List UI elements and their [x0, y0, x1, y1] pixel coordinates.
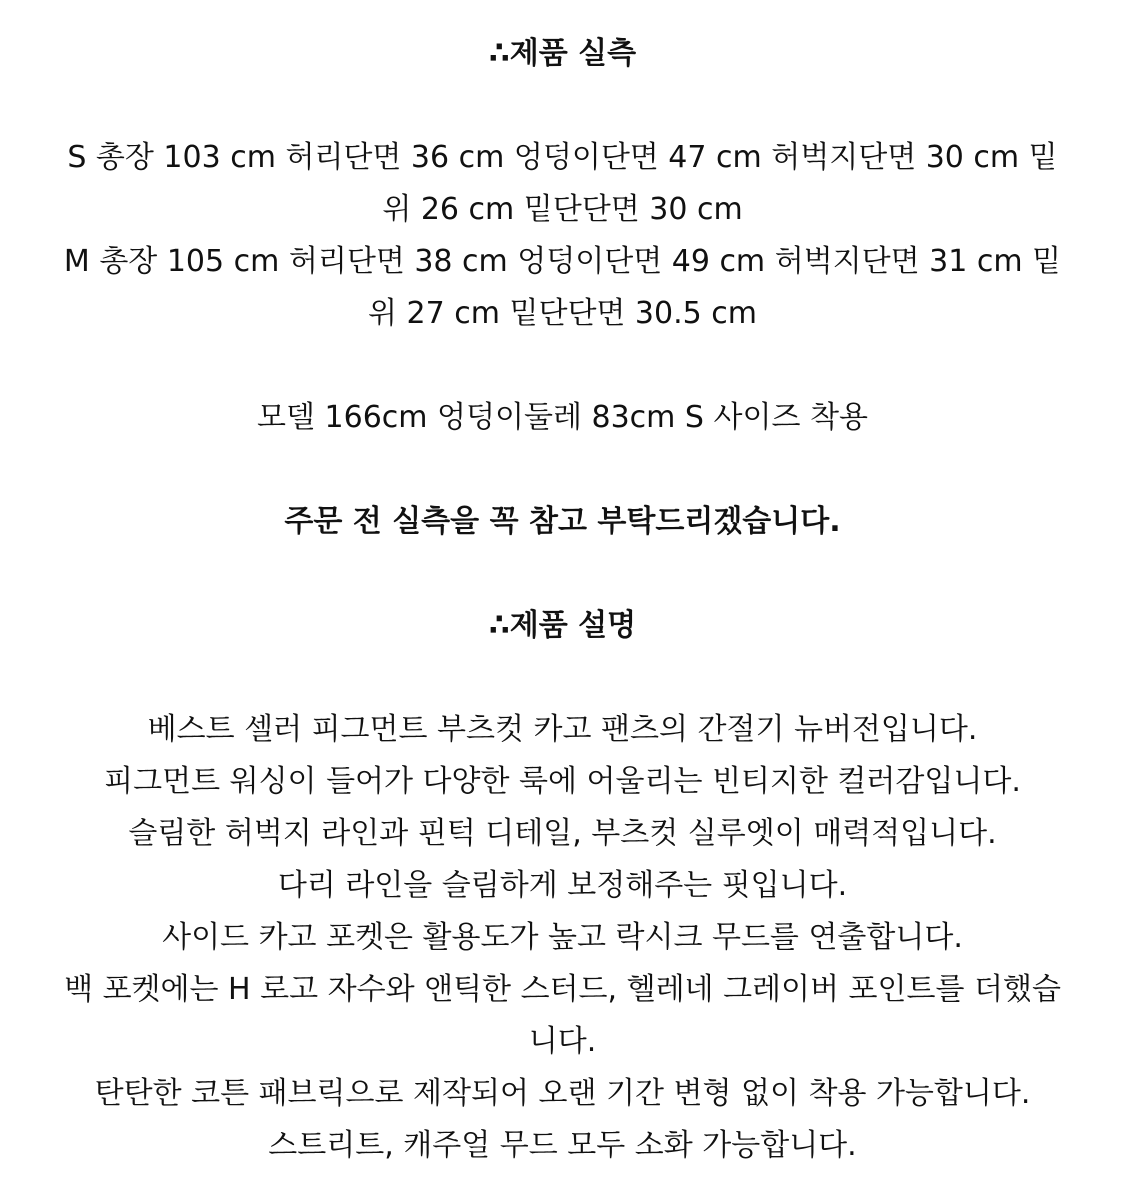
measurement-line: M 총장 105 cm 허리단면 38 cm 엉덩이단면 49 cm 허벅지단면 31 cm 밑 [63, 244, 1062, 279]
measurement-line: 위 26 cm 밑단단면 30 cm [382, 192, 743, 227]
description-title: ∴제품 설명 [488, 608, 637, 643]
spacer [50, 80, 1075, 132]
description-line: 슬림한 허벅지 라인과 핀턱 디테일, 부츠컷 실루엣이 매력적입니다. [128, 816, 997, 851]
description-line: 탄탄한 코튼 패브릭으로 제작되어 오랜 기간 변형 없이 착용 가능합니다. [94, 1076, 1031, 1111]
measurement-notice: 주문 전 실측을 꼭 참고 부탁드리겠습니다. [284, 504, 841, 539]
description-line: 니다. [528, 1024, 597, 1059]
description-line: 백 포켓에는 H 로고 자수와 앤틱한 스터드, 헬레네 그레이버 포인트를 더했습 [64, 972, 1061, 1007]
spacer [50, 340, 1075, 392]
measurement-line: 위 27 cm 밑단단면 30.5 cm [368, 296, 757, 331]
spacer [50, 652, 1075, 704]
description-line: 사이드 카고 포켓은 활용도가 높고 락시크 무드를 연출합니다. [162, 920, 963, 955]
description-line: 피그먼트 워싱이 들어가 다양한 룩에 어울리는 빈티지한 컬러감입니다. [104, 764, 1021, 799]
description-line: 베스트 셀러 피그먼트 부츠컷 카고 팬츠의 간절기 뉴버전입니다. [147, 712, 978, 747]
description-line: 다리 라인을 슬림하게 보정해주는 핏입니다. [277, 868, 848, 903]
spacer [50, 548, 1075, 600]
measurement-title: ∴제품 실측 [488, 36, 637, 71]
model-info: 모델 166cm 엉덩이둘레 83cm S 사이즈 착용 [257, 400, 868, 435]
description-line: 스트리트, 캐주얼 무드 모두 소화 가능합니다. [268, 1128, 857, 1163]
spacer [50, 444, 1075, 496]
measurement-line: S 총장 103 cm 허리단면 36 cm 엉덩이단면 47 cm 허벅지단면 30 cm 밑 [67, 140, 1058, 175]
